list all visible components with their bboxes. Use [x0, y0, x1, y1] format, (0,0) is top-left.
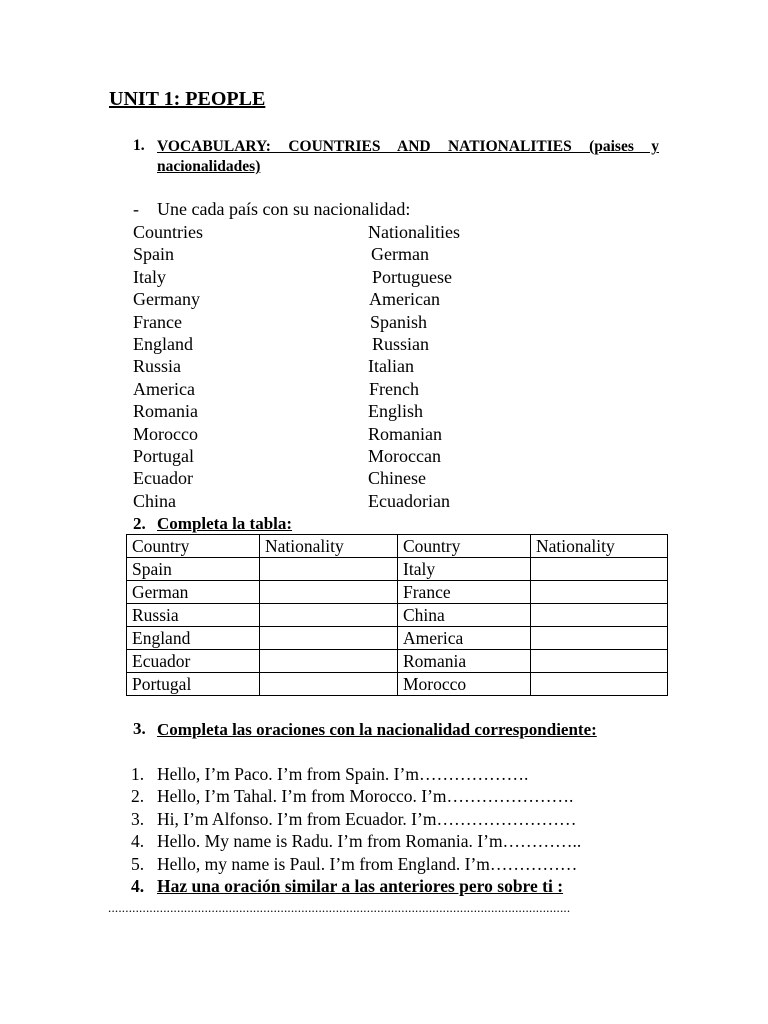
nationality-item: German [371, 244, 429, 265]
table-cell-country: America [398, 627, 531, 650]
section4-number: 4. [131, 875, 145, 896]
country-item: Portugal [133, 445, 194, 466]
countries-list [133, 221, 203, 512]
sentence-item [131, 763, 581, 785]
country-item: Germany [133, 289, 200, 310]
page-title: UNIT 1: PEOPLE [109, 88, 266, 110]
section4-heading-row [131, 875, 581, 897]
country-item: America [133, 378, 195, 399]
answer-line[interactable]: ...................................................................................................................................... [108, 900, 571, 915]
table-cell-country: Spain [127, 558, 260, 581]
sentence-text: Hello, my name is Paul. I’m from England. I’m…………… [157, 853, 578, 874]
sentence-number: 1. [131, 764, 145, 784]
table-cell-country: German [127, 581, 260, 604]
table-cell-answer[interactable] [531, 650, 668, 673]
table-cell-answer[interactable] [260, 673, 398, 696]
nationality-item: Portuguese [372, 266, 452, 287]
nationality-item: English [368, 401, 424, 422]
table-cell-country: Romania [398, 650, 531, 673]
country-item: France [133, 311, 182, 332]
country-item: Russia [133, 356, 182, 377]
table-header-cell: Country [398, 535, 531, 558]
country-item: Spain [133, 244, 175, 265]
country-item: Italy [133, 266, 166, 287]
nationality-item: Italian [368, 356, 414, 377]
sentence-number: 3. [131, 808, 145, 829]
section2-heading: Completa la tabla: [157, 514, 293, 533]
country-item: Morocco [133, 423, 198, 444]
table-header-cell: Country [127, 535, 260, 558]
table-cell-answer[interactable] [531, 604, 668, 627]
nationality-item: Romanian [368, 423, 442, 444]
table-row [127, 650, 668, 673]
table-cell-answer[interactable] [531, 558, 668, 581]
table-header-cell: Nationality [260, 535, 398, 558]
instruction-dash: - [133, 199, 139, 219]
sentence-text: Hello. My name is Radu. I’m from Romania. I’m………….. [157, 831, 582, 852]
table-row [127, 673, 668, 696]
table-row [127, 604, 668, 627]
country-item: Romania [133, 401, 198, 422]
table-cell-country: Morocco [398, 673, 531, 696]
sentence-text: Hello, I’m Paco. I’m from Spain. I’m………………. [157, 764, 529, 784]
table-cell-country: Italy [398, 558, 531, 581]
nationality-item: Chinese [368, 468, 426, 489]
table-cell-answer[interactable] [260, 581, 398, 604]
country-item: England [133, 333, 193, 354]
table-cell-country: China [398, 604, 531, 627]
sentence-number: 5. [131, 853, 145, 874]
section1-heading: VOCABULARY: COUNTRIES AND NATIONALITIES (paises y nacionalidades) [157, 138, 659, 175]
sentence-item [131, 785, 581, 807]
table-cell-country: England [127, 627, 260, 650]
nationalities-list [368, 221, 460, 512]
table-header-cell: Nationality [531, 535, 668, 558]
section4-heading: Haz una oración similar a las anteriores pero sobre ti : [157, 875, 564, 896]
sentence-text: Hi, I’m Alfonso. I’m from Ecuador. I’m…………………… [157, 808, 577, 829]
sentence-number: 2. [131, 786, 145, 807]
table-cell-answer[interactable] [260, 627, 398, 650]
table-header-row [127, 535, 668, 558]
nationality-item: Spanish [370, 311, 428, 332]
table-row [127, 581, 668, 604]
nationality-item: American [369, 289, 440, 310]
country-item: China [133, 490, 176, 511]
nationalities-header: Nationalities [368, 222, 460, 242]
table-cell-answer[interactable] [531, 673, 668, 696]
country-item: Ecuador [133, 468, 193, 489]
nationality-item: Russian [372, 333, 430, 354]
instruction-text: Une cada país con su nacionalidad: [157, 199, 411, 219]
section1-number: 1. [133, 137, 145, 154]
nationality-item: Moroccan [368, 445, 441, 466]
nationality-item: French [369, 378, 419, 399]
table-cell-country: Ecuador [127, 650, 260, 673]
sentence-item [131, 853, 581, 875]
nationality-item: Ecuadorian [368, 490, 450, 511]
section2-number: 2. [133, 514, 146, 533]
sentence-list [131, 763, 581, 897]
countries-header: Countries [133, 222, 203, 242]
table-cell-answer[interactable] [531, 581, 668, 604]
table-cell-country: Portugal [127, 673, 260, 696]
sentence-item [131, 808, 581, 830]
section3-number: 3. [133, 719, 146, 738]
table-cell-country: France [398, 581, 531, 604]
table-cell-answer[interactable] [260, 558, 398, 581]
table-cell-answer[interactable] [260, 604, 398, 627]
nationality-table [126, 534, 668, 696]
table-cell-answer[interactable] [531, 627, 668, 650]
table-row [127, 627, 668, 650]
table-cell-country: Russia [127, 604, 260, 627]
section3-heading: Completa las oraciones con la nacionalidad correspondiente: [157, 720, 597, 739]
sentence-item [131, 830, 581, 852]
sentence-number: 4. [131, 831, 145, 852]
sentence-text: Hello, I’m Tahal. I’m from Morocco. I’m…………………. [157, 786, 574, 807]
table-cell-answer[interactable] [260, 650, 398, 673]
table-row [127, 558, 668, 581]
section1-instruction [133, 199, 410, 220]
